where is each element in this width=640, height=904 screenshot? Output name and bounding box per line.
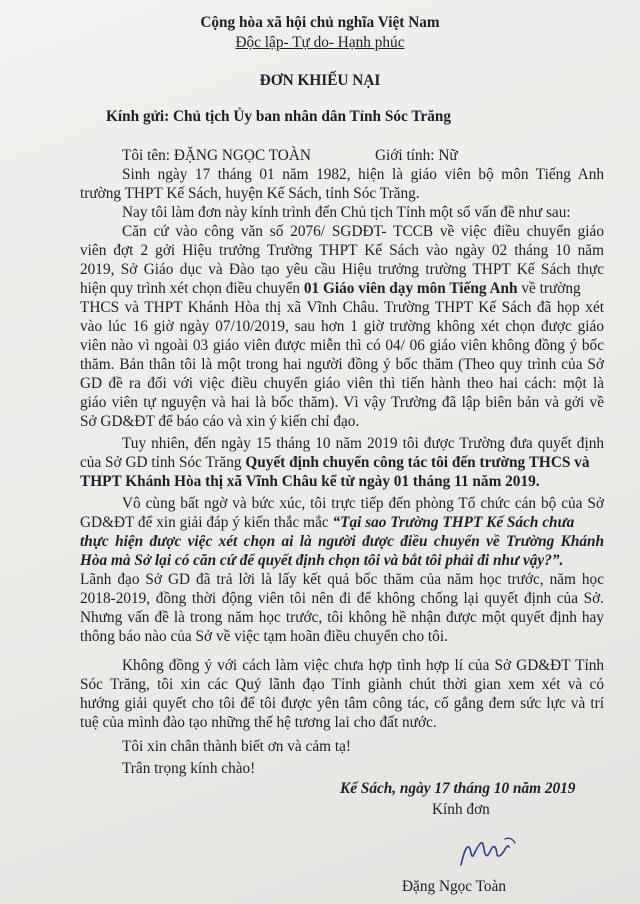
national-motto: Độc lập- Tự do- Hạnh phúc [235, 34, 405, 51]
question-emphasis: “Tại sao Trường THPT Kế Sách chưa [332, 514, 575, 531]
paragraph-line: thăm. Bản thân tôi là một trong hai người đồng ý bốc thăm (Theo quy trình của Sở [80, 356, 604, 373]
question-emphasis: Hòa mà Sở lại có căn cứ để quyết định chọn tôi và bắt tôi phải đi như vậy?”. [80, 552, 564, 569]
paragraph-line: Sinh ngày 17 tháng 01 năm 1982, hiện là giáo viên bộ môn Tiếng Anh [122, 166, 604, 183]
paragraph-line: của Sở GD tỉnh Sóc Trăng Quyết định chuyển công tác tôi đến trường THCS và [80, 454, 590, 471]
paragraph-line: Nhưng vấn đề là trong năm học trước, tôi không hề nhận được một quyết định hay [80, 609, 604, 626]
gender-line: Giới tính: Nữ [375, 147, 458, 164]
paragraph-line: hướng giải quyết cho tôi để tôi được yên tâm công tác, cố gắng đem sức lực và trí [80, 695, 604, 712]
paragraph-line: Sóc Trăng, tôi xin các Quý lãnh đạo Tỉnh giành chút thời gian xem xét và có [80, 676, 604, 693]
paragraph-line: thông báo nào của Sở về việc tạm hoãn điều chuyển cho tôi. [80, 628, 448, 645]
paragraph-line: Sở GD&ĐT để báo cáo và xin ý kiến chỉ đạo. [80, 413, 360, 430]
paragraph-line: Vô cùng bất ngờ và bức xúc, tôi trực tiếp đến phòng Tổ chức cán bộ của Sở [122, 495, 604, 512]
name-line: Tôi tên: ĐẶNG NGỌC TOÀN [122, 147, 311, 164]
paragraph-line: trường THPT Kế Sách, huyện Kế Sách, tỉnh Sóc Trăng. [80, 185, 420, 202]
document-title: ĐƠN KHIẾU NẠI [259, 72, 381, 89]
paragraph-line: THCS và THPT Khánh Hòa thị xã Vĩnh Châu. Trường THPT Kế Sách đã họp xét [80, 299, 604, 316]
subject-emphasis: 01 Giáo viên dạy môn Tiếng Anh [303, 280, 518, 297]
paragraph-line: hiện quy trình xét chọn điều chuyển 01 Giáo viên dạy môn Tiếng Anh về trường [80, 280, 581, 297]
national-title: Cộng hòa xã hội chủ nghĩa Việt Nam [200, 14, 440, 31]
signer-name: Đặng Ngọc Toàn [402, 878, 507, 895]
paragraph-line: vào lúc 16 giờ ngày 07/10/2019, sau hơn 1 giờ trường không xét chọn được giáo [80, 318, 604, 335]
recipient-line: Kính gửi: Chủ tịch Ủy ban nhân dân Tỉnh Sóc Trăng [106, 108, 451, 125]
question-emphasis: thực hiện được việc xét chọn ai là người được điều chuyển về Trường Khánh [80, 533, 604, 550]
place-date: Kế Sách, ngày 17 tháng 10 năm 2019 [340, 780, 576, 797]
decision-emphasis: THPT Khánh Hòa thị xã Vĩnh Châu kể từ ngày 01 tháng 11 năm 2019. [80, 473, 540, 490]
decision-emphasis: Quyết định chuyển công tác tôi đến trường THCS và [245, 454, 590, 471]
paragraph-line: Tôi xin chân thành biết ơn và cảm tạ! [122, 738, 351, 755]
paragraph-line: Căn cứ vào công văn số 2076/ SGDĐT- TCCB về việc điều chuyển giáo [122, 223, 604, 240]
paragraph-line: GD&ĐT để xin giải đáp ý kiến thắc mắc “Tại sao Trường THPT Kế Sách chưa [80, 514, 575, 531]
paragraph-line: 2018-2019, đồng thời động viên tôi nên đi để không chống lại quyết định của Sở. [80, 590, 604, 607]
paragraph-line: Lãnh đạo Sở GD đã trả lời là lấy kết quả bốc thăm của năm học trước, năm học [80, 571, 604, 588]
paragraph-line: Nay tôi làm đơn này kính trình đến Chủ tịch Tỉnh một số vấn đề như sau: [122, 204, 571, 221]
paragraph-line: Trân trọng kính chào! [122, 760, 256, 777]
kinh-don: Kính đơn [432, 801, 490, 818]
paragraph-line: 2019, Sở Giáo dục và Đào tạo yêu cầu Hiệu trưởng trường THPT Kế Sách thực [80, 261, 604, 278]
paragraph-line: viên đợt 2 gởi Hiệu trưởng Trường THPT Kế Sách vào ngày 02 tháng 10 năm [80, 242, 604, 259]
paragraph-line: giáo viên tự nguyện và hai là bốc thăm). Vì vậy Trường đã lập biên bản và gởi về [80, 394, 604, 411]
paragraph-line: Không đồng ý với cách làm việc chưa hợp tình hợp lí của Sở GD&ĐT Tỉnh [122, 657, 604, 674]
handwritten-signature [455, 833, 525, 873]
paragraph-line: viên nào vì ngoài 03 giáo viên được miễn thì có 04/ 06 giáo viên không đồng ý bốc [80, 337, 604, 354]
paragraph-line: Tuy nhiên, đến ngày 15 tháng 10 năm 2019 tôi được Trường đưa quyết định [122, 435, 604, 452]
paragraph-line: GD đề ra đối với việc điều chuyển giáo viên thì tiến hành theo hai cách: một là [80, 375, 604, 392]
paragraph-line: tuệ của mình đào tạo những thế hệ tương lai cho đất nước. [80, 714, 437, 731]
